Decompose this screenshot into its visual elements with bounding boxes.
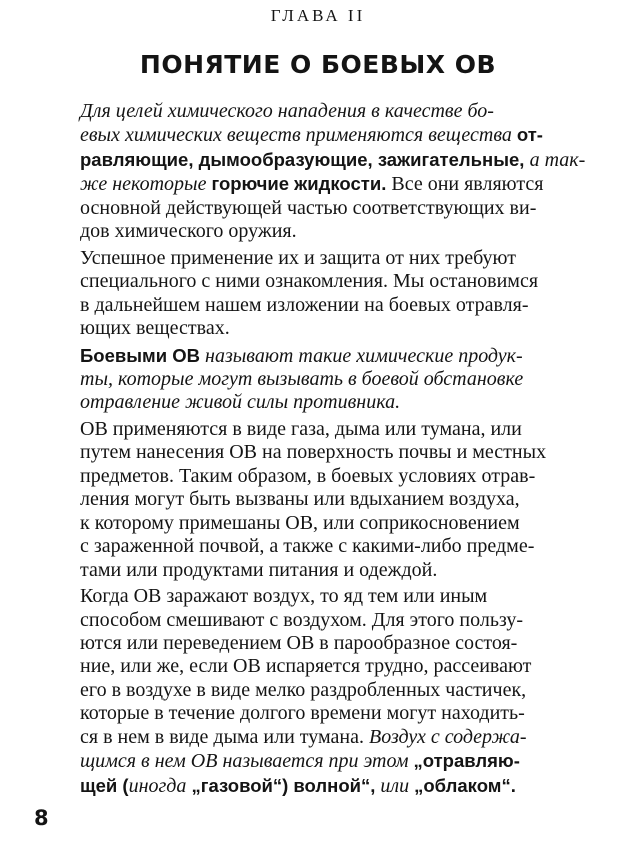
text-run: Когда ОВ заражают воздух, то яд тем или иным <box>80 585 488 608</box>
bold-term: равляющие, дымообразующие, зажигательные, <box>80 148 530 170</box>
text-line <box>40 294 610 317</box>
italic-text: или <box>375 774 415 797</box>
text-run: ся в нем в виде дыма или тумана. <box>80 725 369 748</box>
bold-term: „газовой“) волной“, <box>186 774 376 796</box>
body-text <box>40 100 610 798</box>
text-line <box>40 197 610 220</box>
paragraph <box>40 100 610 244</box>
chapter-label: ГЛАВА II <box>270 6 366 25</box>
text-line <box>40 679 610 702</box>
chapter-title: ПОНЯТИЕ О БОЕВЫХ ОВ <box>139 50 497 79</box>
text-line <box>40 148 610 172</box>
text-run: к которому примешаны ОВ, или соприкосновением <box>80 511 520 534</box>
text-run: Все они являются <box>386 173 544 196</box>
text-line <box>40 317 610 340</box>
text-run: ние, или же, если ОВ испаряется трудно, рассеивают <box>80 655 532 678</box>
paragraph <box>40 418 610 582</box>
text-line <box>40 100 610 123</box>
paragraph <box>40 344 610 415</box>
bold-term: от- <box>516 124 543 146</box>
bold-term: Боевыми ОВ <box>80 344 201 366</box>
text-line <box>40 418 610 441</box>
text-line <box>40 368 610 391</box>
italic-text: Воздух с содержа- <box>368 725 527 748</box>
bold-term: щей ( <box>80 774 129 796</box>
text-run: тами или продуктами питания и одеждой. <box>80 558 438 581</box>
italic-text: Для целей химического нападения в качестве бо- <box>80 100 494 122</box>
text-run: специального с ними ознакомления. Мы остановимся <box>80 270 539 293</box>
text-line <box>40 220 610 243</box>
text-line <box>40 488 610 511</box>
text-run: Успешное применение их и защита от них требуют <box>80 246 516 269</box>
text-run: ления могут быть вызваны или вдыханием воздуха, <box>80 488 520 511</box>
page-number: 8 <box>34 806 49 830</box>
text-line <box>40 172 610 196</box>
text-run: ются или переведением ОВ в парообразное состоя- <box>80 631 518 654</box>
bold-term: „отравляю- <box>413 750 520 772</box>
text-run: основной действующей частью соответствующих ви- <box>80 196 537 219</box>
text-run: предметов. Таким образом, в боевых условиях отрав- <box>80 464 536 487</box>
text-line <box>40 465 610 488</box>
text-line <box>40 391 610 414</box>
text-line <box>40 344 610 368</box>
text-run: с зараженной почвой, а также с какими-либо предме- <box>80 535 535 558</box>
text-run: путем нанесения ОВ на поверхность почвы и местных <box>80 441 547 464</box>
text-line <box>40 774 610 798</box>
italic-text: называют такие химические продук- <box>200 344 523 367</box>
text-line <box>40 726 610 749</box>
italic-text: щимся в нем ОВ называется при этом <box>80 750 414 773</box>
text-line <box>40 749 610 773</box>
text-run: его в воздухе в виде мелко раздробленных частичек, <box>80 678 527 701</box>
bold-term: „облаком“. <box>414 774 516 796</box>
italic-text: же некоторые <box>80 173 212 196</box>
paragraph <box>40 585 610 798</box>
text-line <box>40 609 610 632</box>
text-line <box>40 632 610 655</box>
italic-text: а так- <box>529 148 586 171</box>
text-line <box>40 247 610 270</box>
text-line <box>40 512 610 535</box>
italic-text: иногда <box>128 774 187 797</box>
text-run: в дальнейшем нашем изложении на боевых отравля- <box>80 293 529 316</box>
text-run: которые в течение долгого времени могут находить- <box>80 702 525 725</box>
text-run: ОВ применяются в виде газа, дыма или тумана, или <box>80 417 522 440</box>
bold-term: горючие жидкости. <box>211 173 387 195</box>
text-run: ющих веществах. <box>80 317 230 340</box>
text-line <box>40 535 610 558</box>
paragraph <box>40 247 610 341</box>
text-line <box>40 702 610 725</box>
text-line <box>40 585 610 608</box>
text-line <box>40 559 610 582</box>
text-run: дов химического оружия. <box>80 220 297 243</box>
text-line <box>40 655 610 678</box>
italic-text: ты, которые могут вызывать в боевой обстановке <box>80 367 524 390</box>
italic-text: евых химических веществ применяются вещества <box>80 124 517 147</box>
text-line <box>40 270 610 293</box>
text-line <box>40 123 610 147</box>
italic-text: отравление живой силы противника. <box>80 391 401 414</box>
text-run: способом смешивают с воздухом. Для этого пользу- <box>80 608 524 631</box>
text-line <box>40 441 610 464</box>
